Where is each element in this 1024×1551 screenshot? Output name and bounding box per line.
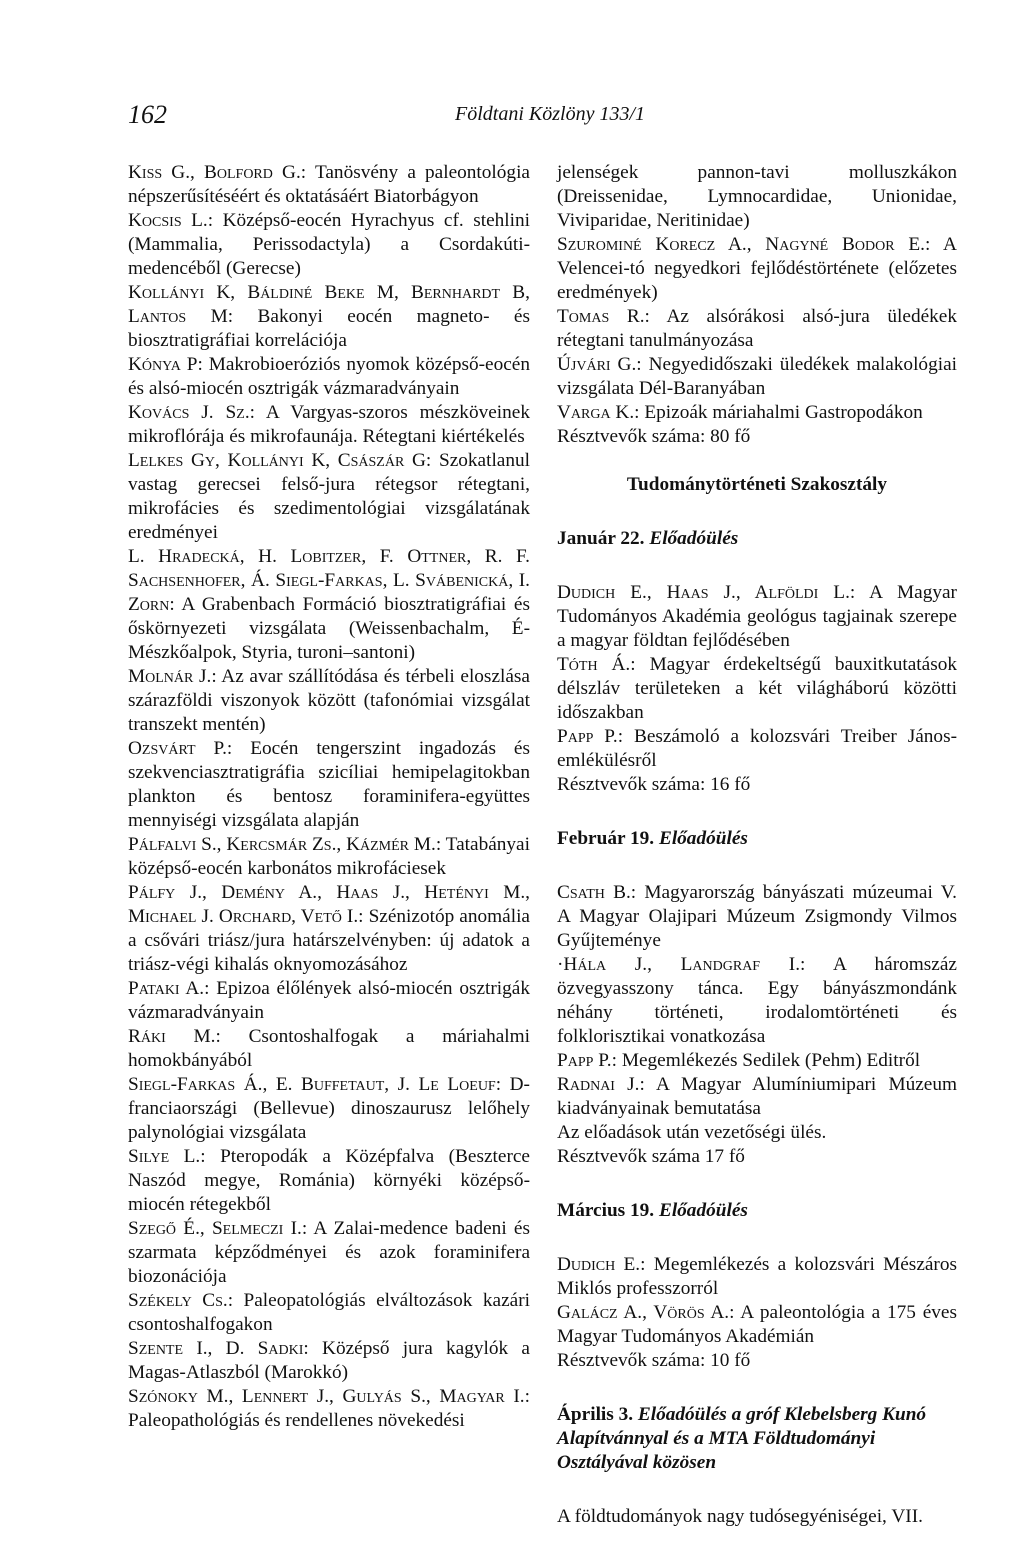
- entry-title: Az alsórákosi alsó-jura üledékek rétegtani tanulmányozása: [557, 306, 957, 351]
- session-date-feb: Február 19. Előadóülés: [557, 828, 748, 849]
- bibliography-entry: Pálfy J., Demény A., Haas J., Hetényi M., Michael J. Orchard, Vető I.: Szénizotóp anomália a csővári triász/jura határszelvényben: új adatok a triász-végi kihalás oknyomozásához: [128, 882, 530, 975]
- participants-count: Résztvevők száma: 16 fő: [557, 774, 751, 795]
- entry-authors: Varga K.: [557, 402, 635, 423]
- entry-authors: Kónya P: [128, 354, 198, 375]
- bibliography-entry: Molnár J.: Az avar szállítódása és térbeli eloszlása szárazföldi viszonyok között (tafonómiai vizsgálat transzekt mentén): [128, 666, 530, 735]
- bibliography-entry: Tóth Á.: Magyar érdekeltségű bauxitkutatások délszláv területeken a két világháború közötti időszakban: [557, 654, 957, 723]
- entry-authors: Tóth Á.: [557, 654, 631, 675]
- entry-title: D-franciaországi (Bellevue) dinoszaurusz lelőhely palynológiai vizsgálata: [128, 1074, 530, 1143]
- entry-title: A Magyar Alumíniumipari Múzeum kiadványainak bemutatása: [557, 1074, 957, 1119]
- session-date-jan: Január 22. Előadóülés: [557, 528, 739, 549]
- bibliography-entry: Újvári G.: Negyedidőszaki üledékek malakológiai vizsgálata Dél-Baranyában: [557, 354, 957, 399]
- entry-authors: Székely Cs.: [128, 1290, 228, 1311]
- entry-title: Paleopathológiás és rendellenes növekedési: [128, 1410, 465, 1431]
- bibliography-entry: Tomas R.: Az alsórákosi alsó-jura üledékek rétegtani tanulmányozása: [557, 306, 957, 351]
- entry-title: Negyedidőszaki üledékek malakológiai vizsgálata Dél-Baranyában: [557, 354, 957, 399]
- entry-authors: Kiss G., Bolford G.: [128, 162, 301, 183]
- bibliography-entry: Ozsvárt P.: Eocén tengerszint ingadozás és szekvenciasztratigráfia szicíliai hemipelagitokban plankton és bentosz foraminifera-együttes mennyiségi vizsgálata alapján: [128, 738, 530, 831]
- entry-authors: ·Hála J., Landgraf I.: [557, 954, 801, 975]
- entry-title: Csontoshalfogak a máriahalmi homokbányából: [128, 1026, 531, 1071]
- entry-authors: Silye L.: [128, 1146, 201, 1167]
- participants-count: Résztvevők száma 17 fő: [557, 1146, 745, 1167]
- entry-title: Megemlékezés a kolozsvári Mészáros Miklós professzorról: [557, 1254, 957, 1299]
- page-number: 162: [128, 100, 167, 129]
- entry-title: Szénizotóp anomália a csővári triász/jura határszelvényben: új adatok a triász-végi kihalás oknyomozásához: [128, 906, 530, 975]
- bibliography-entry: Csath B.: Magyarország bányászati múzeumai V. A Magyar Olajipari Múzeum Zsigmondy Vilmos Gyűjteménye: [557, 882, 957, 951]
- entry-title: A Vargyas-szoros mészköveinek mikroflórája és mikrofaunája. Rétegtani kiértékelés: [128, 402, 530, 447]
- entry-authors: Szegő É., Selmeczi I.: [128, 1218, 302, 1239]
- bibliography-entry: Varga K.: Epizoák máriahalmi Gastropodákon: [557, 402, 923, 423]
- entry-authors: Galácz A., Vörös A.: [557, 1302, 730, 1323]
- participants-count: Résztvevők száma: 80 fő: [557, 426, 751, 447]
- entry-authors: Kocsis L.: [128, 210, 208, 231]
- entry-title: Tanösvény a paleontológia népszerűsítéséért és oktatásáért Biatorbágyon: [128, 162, 530, 207]
- left-column: [128, 161, 530, 1433]
- entry-title: Középső jura kagylók a Magas-Atlaszból (Marokkó): [128, 1338, 530, 1383]
- bibliography-entry: Szónoky M., Lennert J., Gulyás S., Magyar I.: Paleopathológiás és rendellenes növekedési: [128, 1386, 530, 1431]
- entry-authors: Pálfy J., Demény A., Haas J., Hetényi M., Michael J. Orchard, Vető I.: [128, 882, 530, 927]
- entry-authors: Pataki A.: [128, 978, 205, 999]
- entry-authors: Lelkes Gy, Kollányi K, Császár G: [128, 450, 426, 471]
- entry-authors: Radnai J.: [557, 1074, 640, 1095]
- bibliography-entry: Radnai J.: A Magyar Alumíniumipari Múzeum kiadványainak bemutatása: [557, 1074, 957, 1119]
- entry-title: A Velencei-tó negyedkori fejlődéstörténete (előzetes eredmények): [557, 234, 957, 303]
- entry-authors: Papp P.: [557, 1050, 612, 1071]
- journal-title: Földtani Közlöny 133/1: [455, 103, 645, 125]
- bibliography-entry: Dudich E.: Megemlékezés a kolozsvári Mészáros Miklós professzorról: [557, 1254, 957, 1299]
- entry-authors: Szente I., D. Sadki: [128, 1338, 304, 1359]
- entry-title: Epizoák máriahalmi Gastropodákon: [644, 402, 923, 423]
- bibliography-entry: Kónya P: Makrobioeróziós nyomok középső-eocén és alsó-miocén osztrigák vázmaradványain: [128, 354, 531, 399]
- entry-authors: Újvári G.: [557, 354, 637, 375]
- bibliography-entry: Siegl-Farkas Á., E. Buffetaut, J. Le Loeuf: D-franciaországi (Bellevue) dinoszaurusz lelőhely palynológiai vizsgálata: [128, 1074, 530, 1143]
- entry-title: Beszámoló a kolozsvári Treiber János-emlékülésről: [557, 726, 957, 771]
- entry-title: Szokatlanul vastag gerecsei felső-jura rétegsor rétegtani, mikrofácies és szedimentológiai vizsgálatának eredményei: [128, 450, 530, 543]
- bibliography-entry: Papp P.: Beszámoló a kolozsvári Treiber János-emlékülésről: [557, 726, 957, 771]
- bibliography-entry: Kiss G., Bolford G.: Tanösvény a paleontológia népszerűsítéséért és oktatásáért Biatorbágyon: [128, 162, 530, 207]
- entry-title: Tatabányai középső-eocén karbonátos mikrofáciesek: [128, 834, 530, 879]
- section-heading: Tudománytörténeti Szakosztály: [626, 474, 888, 495]
- entry-title: Megemlékezés Sedilek (Pehm) Editről: [621, 1050, 921, 1071]
- entry-authors: Molnár J.: [128, 666, 212, 687]
- entry-authors: Ráki M.: [128, 1026, 216, 1047]
- bibliography-entry: Lelkes Gy, Kollányi K, Császár G: Szokatlanul vastag gerecsei felső-jura rétegsor rétegtani, mikrofácies és szedimentológiai vizsgálatának eredményei: [128, 450, 530, 543]
- entry-title: A Magyar Tudományos Akadémia geológus tagjainak szerepe a magyar földtan fejlődésében: [557, 582, 957, 651]
- bibliography-entry: Pálfalvi S., Kercsmár Zs., Kázmér M.: Tatabányai középső-eocén karbonátos mikrofáciesek: [128, 834, 530, 879]
- entry-authors: Siegl-Farkas Á., E. Buffetaut, J. Le Loeuf: [128, 1074, 496, 1095]
- bibliography-entry: Silye L.: Pteropodák a Középfalva (Beszterce Naszód megye, Románia) környéki középső-miocén rétegekből: [128, 1146, 530, 1215]
- bibliography-entry: ·Hála J., Landgraf I.: A háromszáz özvegyasszony tánca. Egy bányászmondánk néhány történeti, irodalomtörténeti és folklorisztikai vonatkozása: [557, 954, 957, 1047]
- entry-title: Paleopatológiás elváltozások kazári csontoshalfogakon: [128, 1290, 530, 1335]
- bibliography-entry: Dudich E., Haas J., Alföldi L.: A Magyar Tudományos Akadémia geológus tagjainak szerepe a magyar földtan fejlődésében: [557, 582, 957, 651]
- entry-authors: Csath B.: [557, 882, 631, 903]
- session-date-mar: Március 19. Előadóülés: [557, 1200, 748, 1221]
- session-note: Az előadások után vezetőségi ülés.: [557, 1122, 827, 1143]
- entry-title: Bakonyi eocén magneto- és biosztratigráfiai korrelációja: [128, 306, 530, 351]
- entry-title: Magyarország bányászati múzeumai V. A Magyar Olajipari Múzeum Zsigmondy Vilmos Gyűjteménye: [557, 882, 957, 951]
- entry-title: Pteropodák a Középfalva (Beszterce Naszód megye, Románia) környéki középső-miocén rétegekből: [128, 1146, 530, 1215]
- entry-title: Eocén tengerszint ingadozás és szekvenciasztratigráfia szicíliai hemipelagitokban plankton és bentosz foraminifera-együttes mennyiségi vizsgálata alapján: [128, 738, 530, 831]
- bibliography-entry: Szente I., D. Sadki: Középső jura kagylók a Magas-Atlaszból (Marokkó): [128, 1338, 530, 1383]
- entry-authors: Dudich E., Haas J., Alföldi L.: [557, 582, 850, 603]
- bibliography-entry: Galácz A., Vörös A.: A paleontológia a 175 éves Magyar Tudományos Akadémián: [557, 1302, 957, 1347]
- entry-title: Az avar szállítódása és térbeli eloszlása szárazföldi viszonyok között (tafonómiai vizsgálat transzekt mentén): [128, 666, 530, 735]
- entry-title: Makrobioeróziós nyomok középső-eocén és alsó-miocén osztrigák vázmaradványain: [128, 354, 531, 399]
- entry-title: A Zalai-medence badeni és szarmata képződményei és azok foraminifera biozonációja: [128, 1218, 530, 1287]
- bibliography-entry: Szegő É., Selmeczi I.: A Zalai-medence badeni és szarmata képződményei és azok foraminifera biozonációja: [128, 1218, 530, 1287]
- bibliography-entry: L. Hradecká, H. Lobitzer, F. Ottner, R. F. Sachsenhofer, Á. Siegl-Farkas, L. Svábenická, I. Zorn: A Grabenbach Formáció biosztratigráfiai és őskörnyezeti vizsgálata (Weissenbachalm, É-Mészkőalpok, Styria, turoni–santoni): [128, 546, 530, 663]
- entry-authors: Kollányi K, Báldiné Beke M, Bernhardt B, Lantos M: [128, 282, 530, 327]
- participants-count: Résztvevők száma: 10 fő: [557, 1350, 751, 1371]
- continuation-text: jelenségek pannon-tavi molluszkákon (Dreissenidae, Lymnocardidae, Unionidae, Viviparidae, Neritinidae): [557, 162, 957, 231]
- session-date-apr: Április 3. Előadóülés a gróf Klebelsberg Kunó Alapítvánnyal és a MTA Földtudományi Osztályával közösen: [557, 1404, 927, 1473]
- bibliography-entry: Székely Cs.: Paleopatológiás elváltozások kazári csontoshalfogakon: [128, 1290, 530, 1335]
- entry-title: Magyar érdekeltségű bauxitkutatások délszláv területeken a két világháború közötti időszakban: [557, 654, 957, 723]
- bibliography-entry: Kovács J. Sz.: A Vargyas-szoros mészköveinek mikroflórája és mikrofaunája. Rétegtani kiértékelés: [128, 402, 530, 447]
- entry-authors: Kovács J. Sz.: [128, 402, 250, 423]
- entry-title: Középső-eocén Hyrachyus cf. stehlini (Mammalia, Perissodactyla) a Csordakúti-medencéből (Gerecse): [128, 210, 530, 279]
- entry-title: A Grabenbach Formáció biosztratigráfiai és őskörnyezeti vizsgálata (Weissenbachalm, É-Mészkőalpok, Styria, turoni–santoni): [128, 594, 530, 663]
- entry-authors: Tomas R.: [557, 306, 645, 327]
- right-column: [557, 161, 957, 1529]
- entry-authors: Szónoky M., Lennert J., Gulyás S., Magyar I.: [128, 1386, 525, 1407]
- entry-authors: Pálfalvi S., Kercsmár Zs., Kázmér M.: [128, 834, 436, 855]
- entry-authors: Szurominé Korecz A., Nagyné Bodor E.: [557, 234, 925, 255]
- bibliography-entry: Kocsis L.: Középső-eocén Hyrachyus cf. stehlini (Mammalia, Perissodactyla) a Csordakúti-medencéből (Gerecse): [128, 210, 530, 279]
- bibliography-entry: Ráki M.: Csontoshalfogak a máriahalmi homokbányából: [128, 1026, 531, 1071]
- entry-authors: Papp P.: [557, 726, 618, 747]
- entry-title: Epizoa élőlények alsó-miocén osztrigák vázmaradványain: [128, 978, 530, 1023]
- entry-authors: Ozsvárt P.: [128, 738, 227, 759]
- entry-authors: L. Hradecká, H. Lobitzer, F. Ottner, R. F. Sachsenhofer, Á. Siegl-Farkas, L. Svábenická, I. Zorn: [128, 546, 530, 615]
- bibliography-entry: Pataki A.: Epizoa élőlények alsó-miocén osztrigák vázmaradványain: [128, 978, 530, 1023]
- session-line: A földtudományok nagy tudósegyéniségei, VII.: [557, 1506, 923, 1527]
- entry-title: A paleontológia a 175 éves Magyar Tudományos Akadémián: [557, 1302, 957, 1347]
- entry-authors: Dudich E.: [557, 1254, 641, 1275]
- bibliography-entry: Szurominé Korecz A., Nagyné Bodor E.: A Velencei-tó negyedkori fejlődéstörténete (előzetes eredmények): [557, 234, 957, 303]
- bibliography-entry: Papp P.: Megemlékezés Sedilek (Pehm) Editről: [557, 1050, 921, 1071]
- bibliography-entry: Kollányi K, Báldiné Beke M, Bernhardt B, Lantos M: Bakonyi eocén magneto- és biosztratigráfiai korrelációja: [128, 282, 530, 351]
- entry-title: A háromszáz özvegyasszony tánca. Egy bányászmondánk néhány történeti, irodalomtörténeti és folklorisztikai vonatkozása: [557, 954, 957, 1047]
